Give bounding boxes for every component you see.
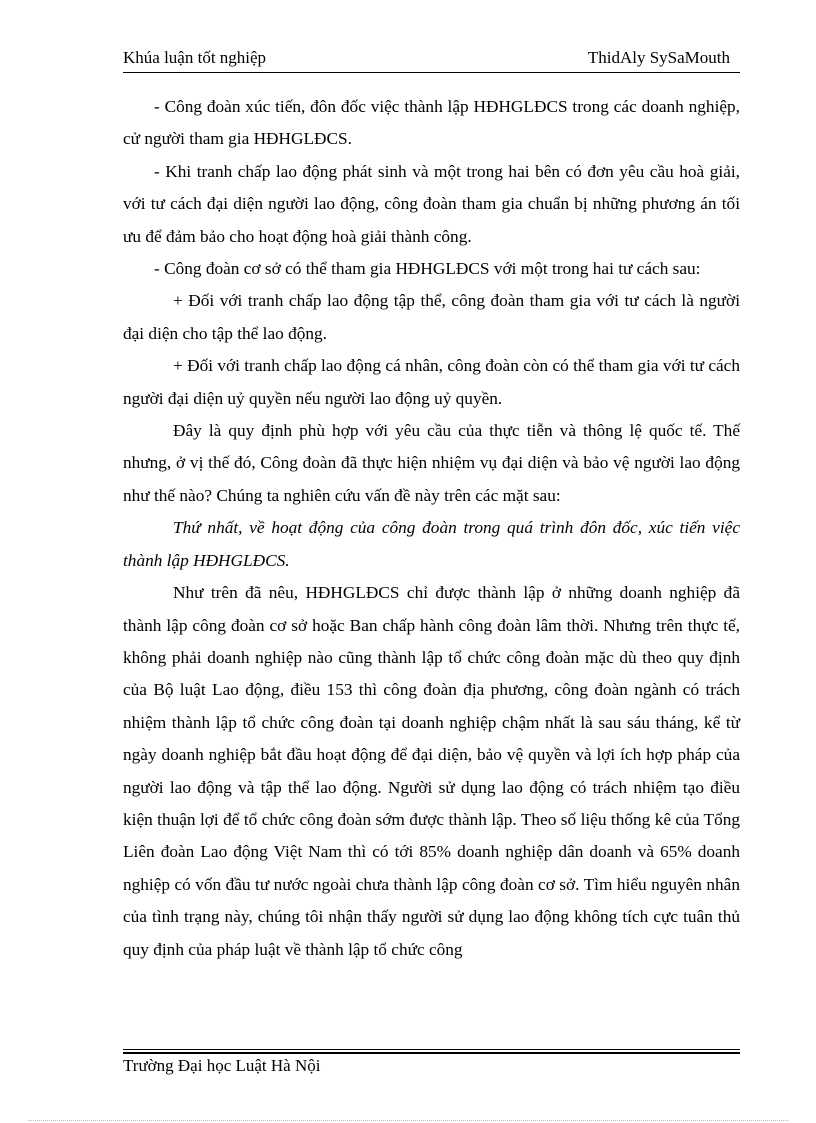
- sub-item-paragraph: + Đối với tranh chấp lao động cá nhân, công đoàn còn có thể tham gia với tư cách người đại diện uỷ quyền nếu người lao động uỷ quyền.: [123, 356, 740, 408]
- bullet-paragraph: - Khi tranh chấp lao động phát sinh và một trong hai bên có đơn yêu cầu hoà giải, với tư cách đại diện người lao động, công đoàn tham gia chuẩn bị những phương án tối ưu để đảm bảo cho hoạt động hoà giải thành công.: [123, 161, 740, 246]
- header-thesis-title: Khúa luận tốt nghiệp: [123, 48, 267, 67]
- footer-divider-thick: [123, 1052, 740, 1054]
- bullet-paragraph: - Công đoàn xúc tiến, đôn đốc việc thành lập HĐHGLĐCS trong các doanh nghiệp, cử người tham gia HĐHGLĐCS.: [123, 97, 740, 149]
- body-paragraph: Như trên đã nêu, HĐHGLĐCS chỉ được thành lập ở những doanh nghiệp đã thành lập công đoàn cơ sở hoặc Ban chấp hành công đoàn lâm thời. Nhưng trên thực tế, không phải doanh nghiệp nào cũng thành lập tổ chức công đoàn mặc dù theo quy định của Bộ luật Lao động, điều 153 thì công đoàn địa phương, công đoàn ngành có trách nhiệm thành lập tổ chức công đoàn tại doanh nghiệp chậm nhất là sau sáu tháng, kể từ ngày doanh nghiệp bắt đầu hoạt động để đại diện, bảo vệ quyền và lợi ích hợp pháp của người lao động và tập thể lao động. Người sử dụng lao động có trách nhiệm tạo điều kiện thuận lợi để tổ chức công đoàn sớm được thành lập. Theo số liệu thống kê của Tổng Liên đoàn Lao động Việt Nam thì có tới 85% doanh nghiệp dân doanh và 65% doanh nghiệp có vốn đầu tư nước ngoài chưa thành lập công đoàn cơ sở. Tìm hiểu nguyên nhân của tình trạng này, chúng tôi nhận thấy người sử dụng lao động không tích cực tuân thủ quy định của pháp luật về thành lập tổ chức công: [123, 583, 740, 959]
- body-paragraph: Đây là quy định phù hợp với yêu cầu của thực tiễn và thông lệ quốc tế. Thế nhưng, ở vị thế đó, Công đoàn đã thực hiện nhiệm vụ đại diện và bảo vệ người lao động như thế nào? Chúng ta nghiên cứu vấn đề này trên các mặt sau:: [123, 421, 740, 505]
- header-divider: [123, 72, 740, 73]
- document-body: [123, 91, 740, 966]
- header-author-name: ThidAly SySaMouth: [587, 48, 730, 67]
- section-heading-italic: Thứ nhất, về hoạt động của công đoàn trong quá trình đôn đốc, xúc tiến việc thành lập HĐHGLĐCS.: [123, 518, 740, 570]
- bullet-paragraph: - Công đoàn cơ sở có thể tham gia HĐHGLĐCS với một trong hai tư cách sau:: [154, 259, 701, 279]
- page-bottom-border: [28, 1120, 788, 1121]
- page-header: [123, 48, 740, 72]
- footer-divider-thin: [123, 1049, 740, 1050]
- page-footer: Trường Đại học Luật Hà Nội: [123, 1056, 321, 1075]
- sub-item-paragraph: + Đối với tranh chấp lao động tập thể, công đoàn tham gia với tư cách là người đại diện cho tập thể lao động.: [123, 291, 740, 343]
